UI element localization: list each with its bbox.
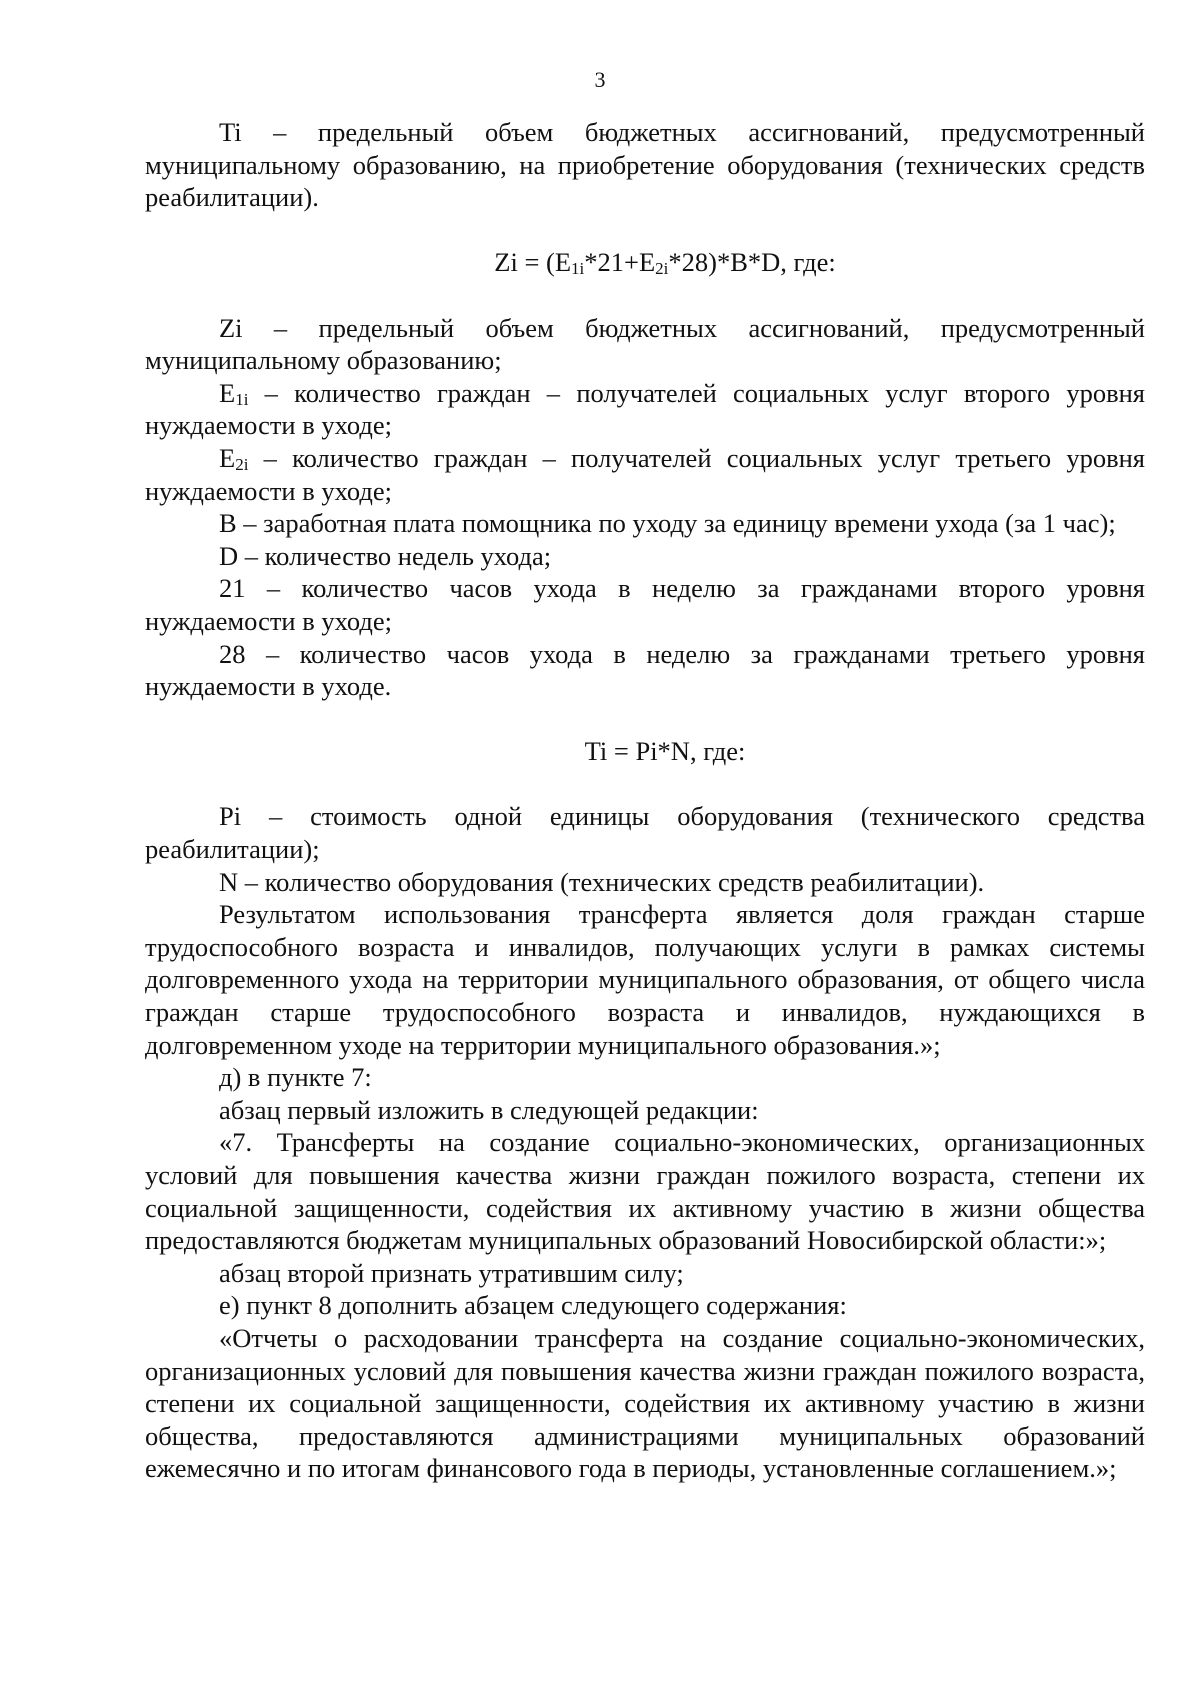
- e1-text: – количество граждан – получателей социальных услуг второго уровня нуждаемости в уходе;: [145, 377, 1145, 441]
- paragraph-28-definition: 28 – количество часов ухода в неделю за гражданами третьего уровня нуждаемости в уходе.: [145, 638, 1145, 702]
- formula-ti: Ti = Pi*N, где:: [584, 736, 746, 767]
- e1-subscript: 1i: [235, 389, 249, 409]
- paragraph-b-definition: B – заработная плата помощника по уходу за единицу времени ухода (за 1 час);: [219, 508, 1116, 539]
- paragraph-result: Результатом использования трансферта является доля граждан старше трудоспособного возраста и инвалидов, получающих услуги в рамках системы долговременного ухода на территории муниципального образования, от общего числа граждан старше трудоспособного возраста и инвалидов, нуждающихся в долговременном уходе на территории муниципального образования.»;: [145, 899, 1145, 1060]
- paragraph-n-definition: N – количество оборудования (технических средств реабилитации).: [219, 866, 985, 897]
- paragraph-pi-definition: Pi – стоимость одной единицы оборудования (технического средства реабилитации);: [145, 801, 1145, 865]
- e2-text: – количество граждан – получателей социальных услуг третьего уровня нуждаемости в уходе;: [145, 442, 1145, 506]
- formula-zi-subscript: 1i: [571, 259, 585, 279]
- paragraph-reports: «Отчеты о расходовании трансферта на создание социально-экономических, организационных условий для повышения качества жизни граждан пожилого возраста, степени их социальной защищенности, содействия их активному участию в жизни общества, предоставляются администрациями муниципальных образований ежемесячно и по итогам финансового года в периоды, установленные соглашением.»;: [145, 1322, 1145, 1484]
- e2-symbol: E: [219, 442, 236, 473]
- page-number: 3: [594, 67, 606, 92]
- e1-symbol: E: [219, 377, 236, 408]
- paragraph-p7: «7. Трансферты на создание социально-экономических, организационных условий для повышения качества жизни граждан пожилого возраста, степени их социальной защищенности, содействия их активному участию в жизни общества предоставляются бюджетам муниципальных образований Новосибирской области:»;: [145, 1127, 1145, 1256]
- paragraph-zi-definition: Zi – предельный объем бюджетных ассигнований, предусмотренный муниципальному образованию;: [145, 312, 1145, 376]
- paragraph-e2-definition: [145, 442, 1145, 507]
- formula-zi-part: *21+E: [584, 247, 656, 278]
- paragraph-d-definition: D – количество недель ухода;: [219, 540, 552, 571]
- formula-zi-part: *28)*B*D, где:: [668, 247, 836, 278]
- paragraph-abz2: абзац второй признать утратившим силу;: [219, 1257, 684, 1288]
- paragraph-e1-definition: [145, 377, 1145, 442]
- paragraph-ti-definition: Ti – предельный объем бюджетных ассигнований, предусмотренный муниципальному образованию, на приобретение оборудования (технических средств реабилитации).: [145, 117, 1145, 213]
- formula-zi: [145, 246, 1145, 279]
- formula-zi-subscript: 2i: [655, 259, 669, 279]
- paragraph-item-d: д) в пункте 7:: [219, 1062, 372, 1093]
- e2-subscript: 2i: [235, 454, 249, 474]
- paragraph-abz1: абзац первый изложить в следующей редакции:: [219, 1094, 759, 1125]
- document-body: [145, 116, 1145, 1485]
- paragraph-item-e: е) пункт 8 дополнить абзацем следующего содержания:: [219, 1290, 847, 1321]
- formula-zi-part: Zi = (E: [494, 247, 572, 278]
- paragraph-21-definition: 21 – количество часов ухода в неделю за гражданами второго уровня нуждаемости в уходе;: [145, 573, 1145, 636]
